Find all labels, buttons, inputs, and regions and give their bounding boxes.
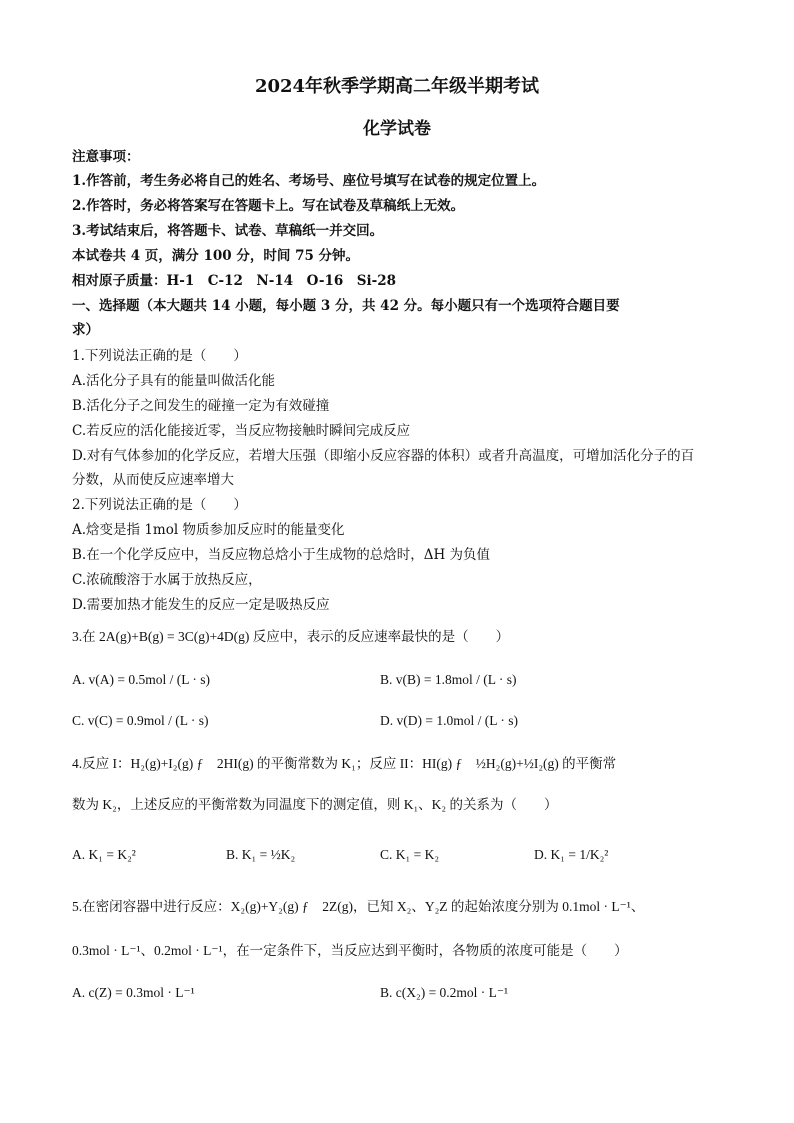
q5-option-a: A. c(Z) = 0.3mol · L⁻¹ [72, 985, 195, 1000]
atomic-mass: 相对原子质量：H-1 C-12 N-14 O-16 Si-28 [72, 273, 397, 289]
q4-stem: 4.反应 I：H₂(g)+I₂(g) ƒ 2HI(g) 的平衡常数为 K₁；反应 II：HI(g) ƒ ½H₂(g)+½I₂(g) 的平衡常 [72, 756, 617, 771]
exam-title: 2024年秋季学期高二年级半期考试 [254, 76, 540, 97]
notice-heading: 注意事项： [72, 149, 140, 165]
q2-option-b: B.在一个化学反应中，当反应物总焓小于生成物的总焓时，ΔH 为负值 [72, 547, 491, 563]
q3-option-b: B. v(B) = 1.8mol / (L · s) [380, 672, 517, 687]
q4-stem-cont: 数为 K₂，上述反应的平衡常数为同温度下的测定值，则 K₁、K₂ 的关系为（ ） [72, 797, 558, 812]
q3-stem: 3.在 2A(g)+B(g) = 3C(g)+4D(g) 反应中，表示的反应速率最快的是（ ） [72, 629, 510, 644]
q4-option-a: A. K₁ = K₂² [72, 847, 136, 862]
notice-item-3: 3.考试结束后，将答题卡、试卷、草稿纸一并交回。 [72, 223, 384, 239]
q3-option-c: C. v(C) = 0.9mol / (L · s) [72, 713, 209, 728]
q1-option-d: D.对有气体参加的化学反应，若增大压强（即缩小反应容器的体积）或者升高温度，可增加活化分子的百 [72, 448, 695, 464]
q4-option-c: C. K₁ = K₂ [380, 847, 440, 862]
section-heading-cont: 求） [72, 322, 99, 338]
exam-info: 本试卷共 4 页，满分 100 分，时间 75 分钟。 [72, 248, 360, 264]
q5-stem-cont: 0.3mol · L⁻¹、0.2mol · L⁻¹，在一定条件下，当反应达到平衡时，各物质的浓度可能是（ ） [72, 943, 628, 958]
q4-option-b: B. K₁ = ½K₂ [226, 847, 296, 862]
q2-option-a: A.焓变是指 1mol 物质参加反应时的能量变化 [72, 522, 345, 538]
q3-option-a: A. v(A) = 0.5mol / (L · s) [72, 672, 210, 687]
q5-option-b: B. c(X₂) = 0.2mol · L⁻¹ [380, 985, 509, 1000]
q1-option-c: C.若反应的活化能接近零，当反应物接触时瞬间完成反应 [72, 423, 411, 439]
q3-option-d: D. v(D) = 1.0mol / (L · s) [380, 713, 518, 728]
section-heading: 一、选择题（本大题共 14 小题，每小题 3 分，共 42 分。每小题只有一个选项符合题目要 [72, 298, 620, 314]
notice-item-2: 2.作答时，务必将答案写在答题卡上。写在试卷及草稿纸上无效。 [72, 198, 465, 214]
q5-stem: 5.在密闭容器中进行反应：X₂(g)+Y₂(g) ƒ 2Z(g)，已知 X₂、Y₂Z 的起始浓度分别为 0.1mol · L⁻¹、 [72, 899, 645, 914]
q1-option-a: A.活化分子具有的能量叫做活化能 [72, 373, 276, 389]
q1-option-d-cont: 分数，从而使反应速率增大 [72, 472, 234, 488]
q4-option-d: D. K₁ = 1/K₂² [534, 847, 609, 862]
notice-item-1: 1.作答前，考生务必将自己的姓名、考场号、座位号填写在试卷的规定位置上。 [72, 173, 546, 189]
q1-option-b: B.活化分子之间发生的碰撞一定为有效碰撞 [72, 398, 330, 414]
q2-option-d: D.需要加热才能发生的反应一定是吸热反应 [72, 597, 330, 613]
q1-stem: 1.下列说法正确的是（ ） [72, 348, 247, 364]
q2-option-c: C.浓硫酸溶于水属于放热反应， [72, 572, 262, 588]
q2-stem: 2.下列说法正确的是（ ） [72, 497, 247, 513]
exam-subtitle: 化学试卷 [363, 119, 431, 139]
